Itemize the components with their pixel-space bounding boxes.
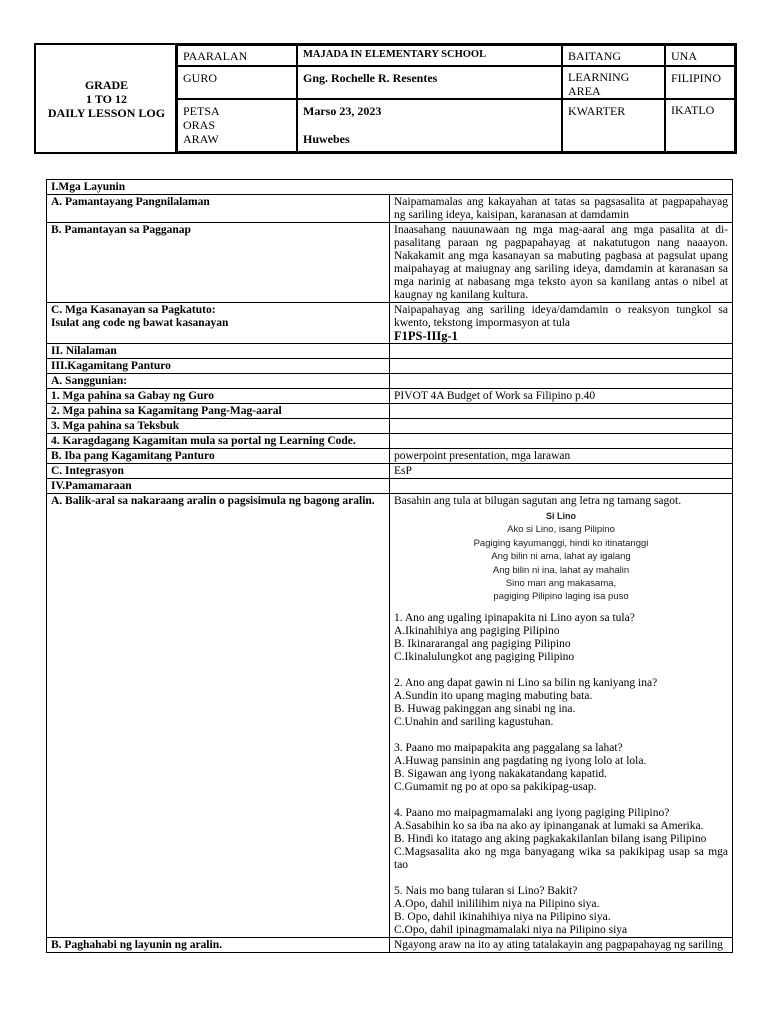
- table-row: [47, 180, 733, 195]
- table-row: [47, 479, 733, 494]
- table-row: [47, 937, 733, 952]
- row-label: B. Paghahabi ng layunin ng aralin.: [47, 937, 390, 952]
- poem-line: Sino man ang makasama,: [505, 578, 617, 590]
- table-row: [47, 449, 733, 464]
- row-value: PIVOT 4A Budget of Work sa Filipino p.40: [390, 389, 733, 404]
- row-label: B. Pamantayan sa Pagganap: [47, 223, 390, 303]
- table-row: [47, 303, 733, 344]
- table-row: [47, 464, 733, 479]
- baitang-value: UNA: [665, 45, 735, 66]
- title-line-3: DAILY LESSON LOG: [47, 105, 166, 120]
- row-label: C. Mga Kasanayan sa Pagkatuto: Isulat ang code ng bawat kasanayan: [47, 303, 390, 344]
- question-1: 1. Ano ang ugaling ipinapakita ni Lino ayon sa tula? A.Ikinahihiya ang pagiging Pilipino B. Ikinararangal ang pagiging Pilipino C.Ikinalulungkot ang pagiging Pilipino: [394, 611, 635, 663]
- table-row: [47, 359, 733, 374]
- row-value: Ngayong araw na ito ay ating tatalakayin ang pagpapahayag ng sariling: [390, 937, 733, 952]
- learning-area-label: LEARNING AREA: [562, 66, 665, 99]
- table-row: [47, 404, 733, 419]
- poem-line: pagiging Pilipino laging isa puso: [493, 591, 629, 603]
- table-row: [47, 389, 733, 404]
- header-table: [34, 43, 737, 154]
- question-5: 5. Nais mo bang tularan si Lino? Bakit? A.Opo, dahil inililihim niya na Pilipino siya. B. Opo, dahil ikinahihiya niya na Pilipino siya. C.Opo, dahil ipinagmamalaki niya na Pilipino siya: [394, 884, 628, 936]
- petsa-oras-araw-label: PETSA ORAS ARAW: [177, 99, 297, 152]
- guro-label: GURO: [177, 66, 297, 99]
- poem-line: Ang bilin ni ina, lahat ay mahalin: [492, 564, 630, 576]
- question-3: 3. Paano mo maipapakita ang paggalang sa lahat? A.Huwag pansinin ang pagdating ng iyong lolo at lola. B. Sigawan ang iyong nakakatandang kapatid. C.Gumamit ng po at opo sa pakikipag-usap.: [394, 741, 647, 793]
- row-label: A. Balik-aral sa nakaraang aralin o pagsisimula ng bagong aralin.: [47, 494, 390, 938]
- dll-title: [36, 45, 177, 152]
- row-label: IV.Pamamaraan: [47, 479, 390, 494]
- row-value: [390, 494, 733, 938]
- title-line-2: 1 TO 12: [86, 91, 127, 106]
- row-value: Inaasahang nauunawaan ng mga mag-aaral ang mga pasalita at di-pasalitang paraan ng pagpapahayag at nakatutugon nang naaayon. Nakakamit ang mga kasanayan sa mabuting pagbasa at pagsulat upang maipahayag at maiugnay ang sariling ideya, damdamin at karanasan sa mga narinig at nabasang mga teksto ayon sa kanilang antas o nibel at kaugnay ng kanilang kultura.: [390, 223, 733, 303]
- layunin-heading: I.Mga Layunin: [47, 180, 733, 195]
- paaralan-value: MAJADA IN ELEMENTARY SCHOOL: [297, 45, 562, 66]
- table-row: [47, 494, 733, 938]
- baitang-label: BAITANG: [562, 45, 665, 66]
- poem-line: Pagiging kayumanggi, hindi ko itinatanggi: [473, 537, 649, 549]
- row-value: powerpoint presentation, mga larawan: [390, 449, 733, 464]
- row-label: 3. Mga pahina sa Teksbuk: [47, 419, 390, 434]
- learning-area-value: FILIPINO: [665, 66, 735, 99]
- row-value: Naipapahayag ang sariling ideya/damdamin o reaksyon tungkol sa kwento, tekstong impormasyon at tula F1PS-IIIg-1: [390, 303, 733, 344]
- row-label: A. Pamantayang Pangnilalaman: [47, 195, 390, 223]
- title-line-1: GRADE: [84, 77, 129, 92]
- table-row: [47, 419, 733, 434]
- row-label: III.Kagamitang Panturo: [47, 359, 390, 374]
- kwarter-label: KWARTER: [562, 99, 665, 152]
- petsa-value: Marso 23, 2023 Huwebes: [297, 99, 562, 152]
- row-value: EsP: [390, 464, 733, 479]
- row-label: 2. Mga pahina sa Kagamitang Pang-Mag-aaral: [47, 404, 390, 419]
- row-label: C. Integrasyon: [47, 464, 390, 479]
- paaralan-label: PAARALAN: [177, 45, 297, 66]
- row-label: A. Sanggunian:: [47, 374, 390, 389]
- balik-intro: Basahin ang tula at bilugan sagutan ang letra ng tamang sagot.: [394, 495, 682, 507]
- row-label: B. Iba pang Kagamitang Panturo: [47, 449, 390, 464]
- question-4: 4. Paano mo maipagmamalaki ang iyong pagiging Pilipino? A.Sasabihin ko sa iba na ako ay ipinanganak at lumaki sa Amerika. B. Hindi ko itatago ang aking pagkakakilanlan bilang isang Pilipino C.Magsasalita ako ng mga banyagang wika sa pakikipag usap sa mga tao: [394, 806, 728, 871]
- guro-value: Gng. Rochelle R. Resentes: [297, 66, 562, 99]
- row-label: 4. Karagdagang Kagamitan mula sa portal ng Learning Code.: [47, 434, 390, 449]
- poem-line: Ako si Lino, isang Pilipino: [507, 524, 615, 536]
- table-row: [47, 195, 733, 223]
- question-2: 2. Ano ang dapat gawin ni Lino sa bilin ng kaniyang ina? A.Sundin ito upang maging mabuting bata. B. Huwag pakinggan ang sinabi ng ina. C.Unahin and sariling kagustuhan.: [394, 676, 658, 728]
- competency-code: F1PS-IIIg-1: [394, 329, 458, 343]
- row-label: II. Nilalaman: [47, 344, 390, 359]
- poem-title: Si Lino: [546, 511, 576, 521]
- row-value: Naipamamalas ang kakayahan at tatas sa pagsasalita at pagpapahayag ng sariling ideya, kaisipan, karanasan at damdamin: [390, 195, 733, 223]
- poem-image: [461, 510, 661, 604]
- table-row: [47, 434, 733, 449]
- table-row: [47, 223, 733, 303]
- row-label: 1. Mga pahina sa Gabay ng Guro: [47, 389, 390, 404]
- kwarter-value: IKATLO: [665, 99, 735, 152]
- table-row: [47, 344, 733, 359]
- poem-line: Ang bilin ni ama, lahat ay igalang: [491, 551, 631, 563]
- table-row: [47, 374, 733, 389]
- lesson-table: [46, 179, 733, 953]
